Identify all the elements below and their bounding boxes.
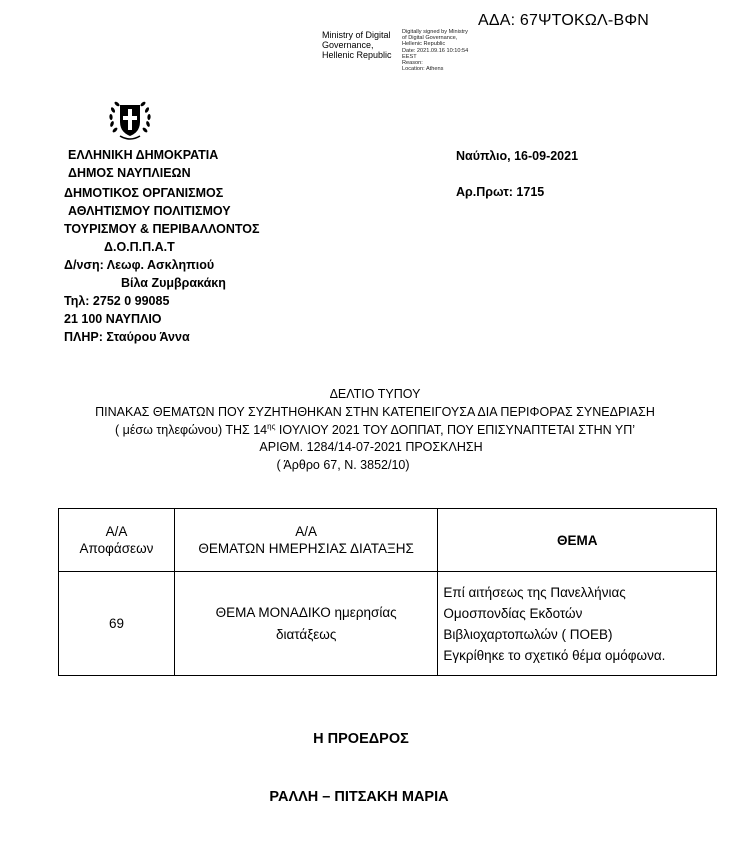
header-decision-number <box>59 509 175 572</box>
signature-signer <box>322 30 392 60</box>
header-line: ΔΗΜΟΤΙΚΟΣ ΟΡΓΑΝΙΣΜΟΣ <box>64 186 224 200</box>
header-line: ΠΛΗΡ: Σταύρου Άννα <box>64 330 190 344</box>
protocol-number: Αρ.Πρωτ: 1715 <box>456 185 545 199</box>
signature-detail-line: Date: 2021.09.16 10:10:54 <box>402 47 469 54</box>
press-line-1: ΠΙΝΑΚΑΣ ΘΕΜΑΤΩΝ ΠΟΥ ΣΥΖΗΤΗΘΗΚΑΝ ΣΤΗΝ ΚΑΤΕΠΕΙΓΟΥΣΑ ΔΙΑ ΠΕΡΙΦΟΡΑΣ ΣΥΝΕΔΡΙΑΣΗ <box>95 405 655 419</box>
header-text: ΘΕΜΑ <box>556 532 598 548</box>
greek-coat-of-arms-icon <box>106 96 154 144</box>
signature-detail-line: Location: Athens <box>402 66 444 73</box>
header-line: ΔΗΜΟΣ ΝΑΥΠΛΙΕΩΝ <box>68 166 191 180</box>
table-row <box>59 572 717 676</box>
signature-detail-line: Reason: <box>402 60 423 67</box>
header-line: 21 100 ΝΑΥΠΛΙΟ <box>64 312 162 326</box>
header-text: ΘΕΜΑΤΩΝ ΗΜΕΡΗΣΙΑΣ ΔΙΑΤΑΞΗΣ <box>198 541 414 556</box>
press-line-4: ( Άρθρο 67, Ν. 3852/10) <box>276 458 410 472</box>
header-line: ΑΘΛΗΤΙΣΜΟΥ ΠΟΛΙΤΙΣΜΟΥ <box>68 204 231 218</box>
ada-code: ΑΔΑ: 67ΨΤΟΚΩΛ-ΒΦΝ <box>478 12 650 29</box>
header-text: Αποφάσεων <box>79 541 154 556</box>
cell-text: Βιβλιοχαρτοπωλών ( ΠΟΕΒ) <box>443 626 613 642</box>
press-line-2-pre: ( μέσω τηλεφώνου) ΤΗΣ 14 <box>114 423 268 438</box>
signoff-role: Η ΠΡΟΕΔΡΟΣ <box>313 731 409 747</box>
cell-text: Ομοσπονδίας Εκδοτών <box>443 605 583 621</box>
topics-table <box>58 508 717 676</box>
press-line-2-post: ΙΟΥΛΙΟΥ 2021 ΤΟΥ ΔΟΠΠΑΤ, ΠΟΥ ΕΠΙΣΥΝΑΠΤΕΤΑΙ ΣΤΗΝ ΥΠ’ <box>275 423 636 438</box>
signature-detail-line: Digitally signed by Ministry <box>402 29 468 35</box>
table-header-row <box>59 509 717 572</box>
signature-signer-line: Governance, <box>322 40 374 50</box>
signature-detail-line: of Digital Governance, <box>402 35 458 42</box>
cell-theme <box>438 572 717 676</box>
header-line: Βίλα Ζυμβρακάκη <box>121 276 226 290</box>
header-agenda-number <box>174 509 438 572</box>
cell-text: Επί αιτήσεως της Πανελλήνιας <box>443 584 626 600</box>
cell-agenda <box>174 572 438 676</box>
signature-signer-line: Ministry of Digital <box>322 30 391 40</box>
press-line-2 <box>0 422 750 437</box>
header-line: Δ/νση: Λεωφ. Ασκληπιού <box>64 258 215 272</box>
header-line: ΕΛΛΗΝΙΚΗ ΔΗΜΟΚΡΑΤΙΑ <box>68 148 219 162</box>
cell-decision-number: 69 <box>59 572 175 676</box>
cell-text: Εγκρίθηκε το σχετικό θέμα ομόφωνα. <box>443 647 666 663</box>
signature-detail-line: Hellenic Republic <box>402 41 446 48</box>
signature-details <box>402 29 468 72</box>
press-line-3: ΑΡΙΘΜ. 1284/14-07-2021 ΠΡΟΣΚΛΗΣΗ <box>259 440 483 454</box>
header-line: Τηλ: 2752 0 99085 <box>64 294 170 308</box>
header-theme <box>438 509 717 572</box>
header-text: Α/Α <box>105 524 128 539</box>
cell-text: ΘΕΜΑ ΜΟΝΑΔΙΚΟ ημερησίας <box>215 604 397 620</box>
press-title: ΔΕΛΤΙΟ ΤΥΠΟΥ <box>329 387 421 401</box>
document-date: Ναύπλιο, 16-09-2021 <box>456 149 579 163</box>
signature-signer-line: Hellenic Republic <box>322 50 392 60</box>
header-text: Α/Α <box>295 524 318 539</box>
signature-detail-line: EEST <box>402 53 417 60</box>
header-line: Δ.Ο.Π.Π.Α.Τ <box>104 240 175 254</box>
signoff-name: ΡΑΛΛΗ – ΠΙΤΣΑΚΗ ΜΑΡΙΑ <box>269 789 449 805</box>
press-line-2-sup: ης <box>267 422 276 431</box>
header-line: ΤΟΥΡΙΣΜΟΥ & ΠΕΡΙΒΑΛΛΟΝΤΟΣ <box>64 222 260 236</box>
cell-text: διατάξεως <box>275 626 337 642</box>
